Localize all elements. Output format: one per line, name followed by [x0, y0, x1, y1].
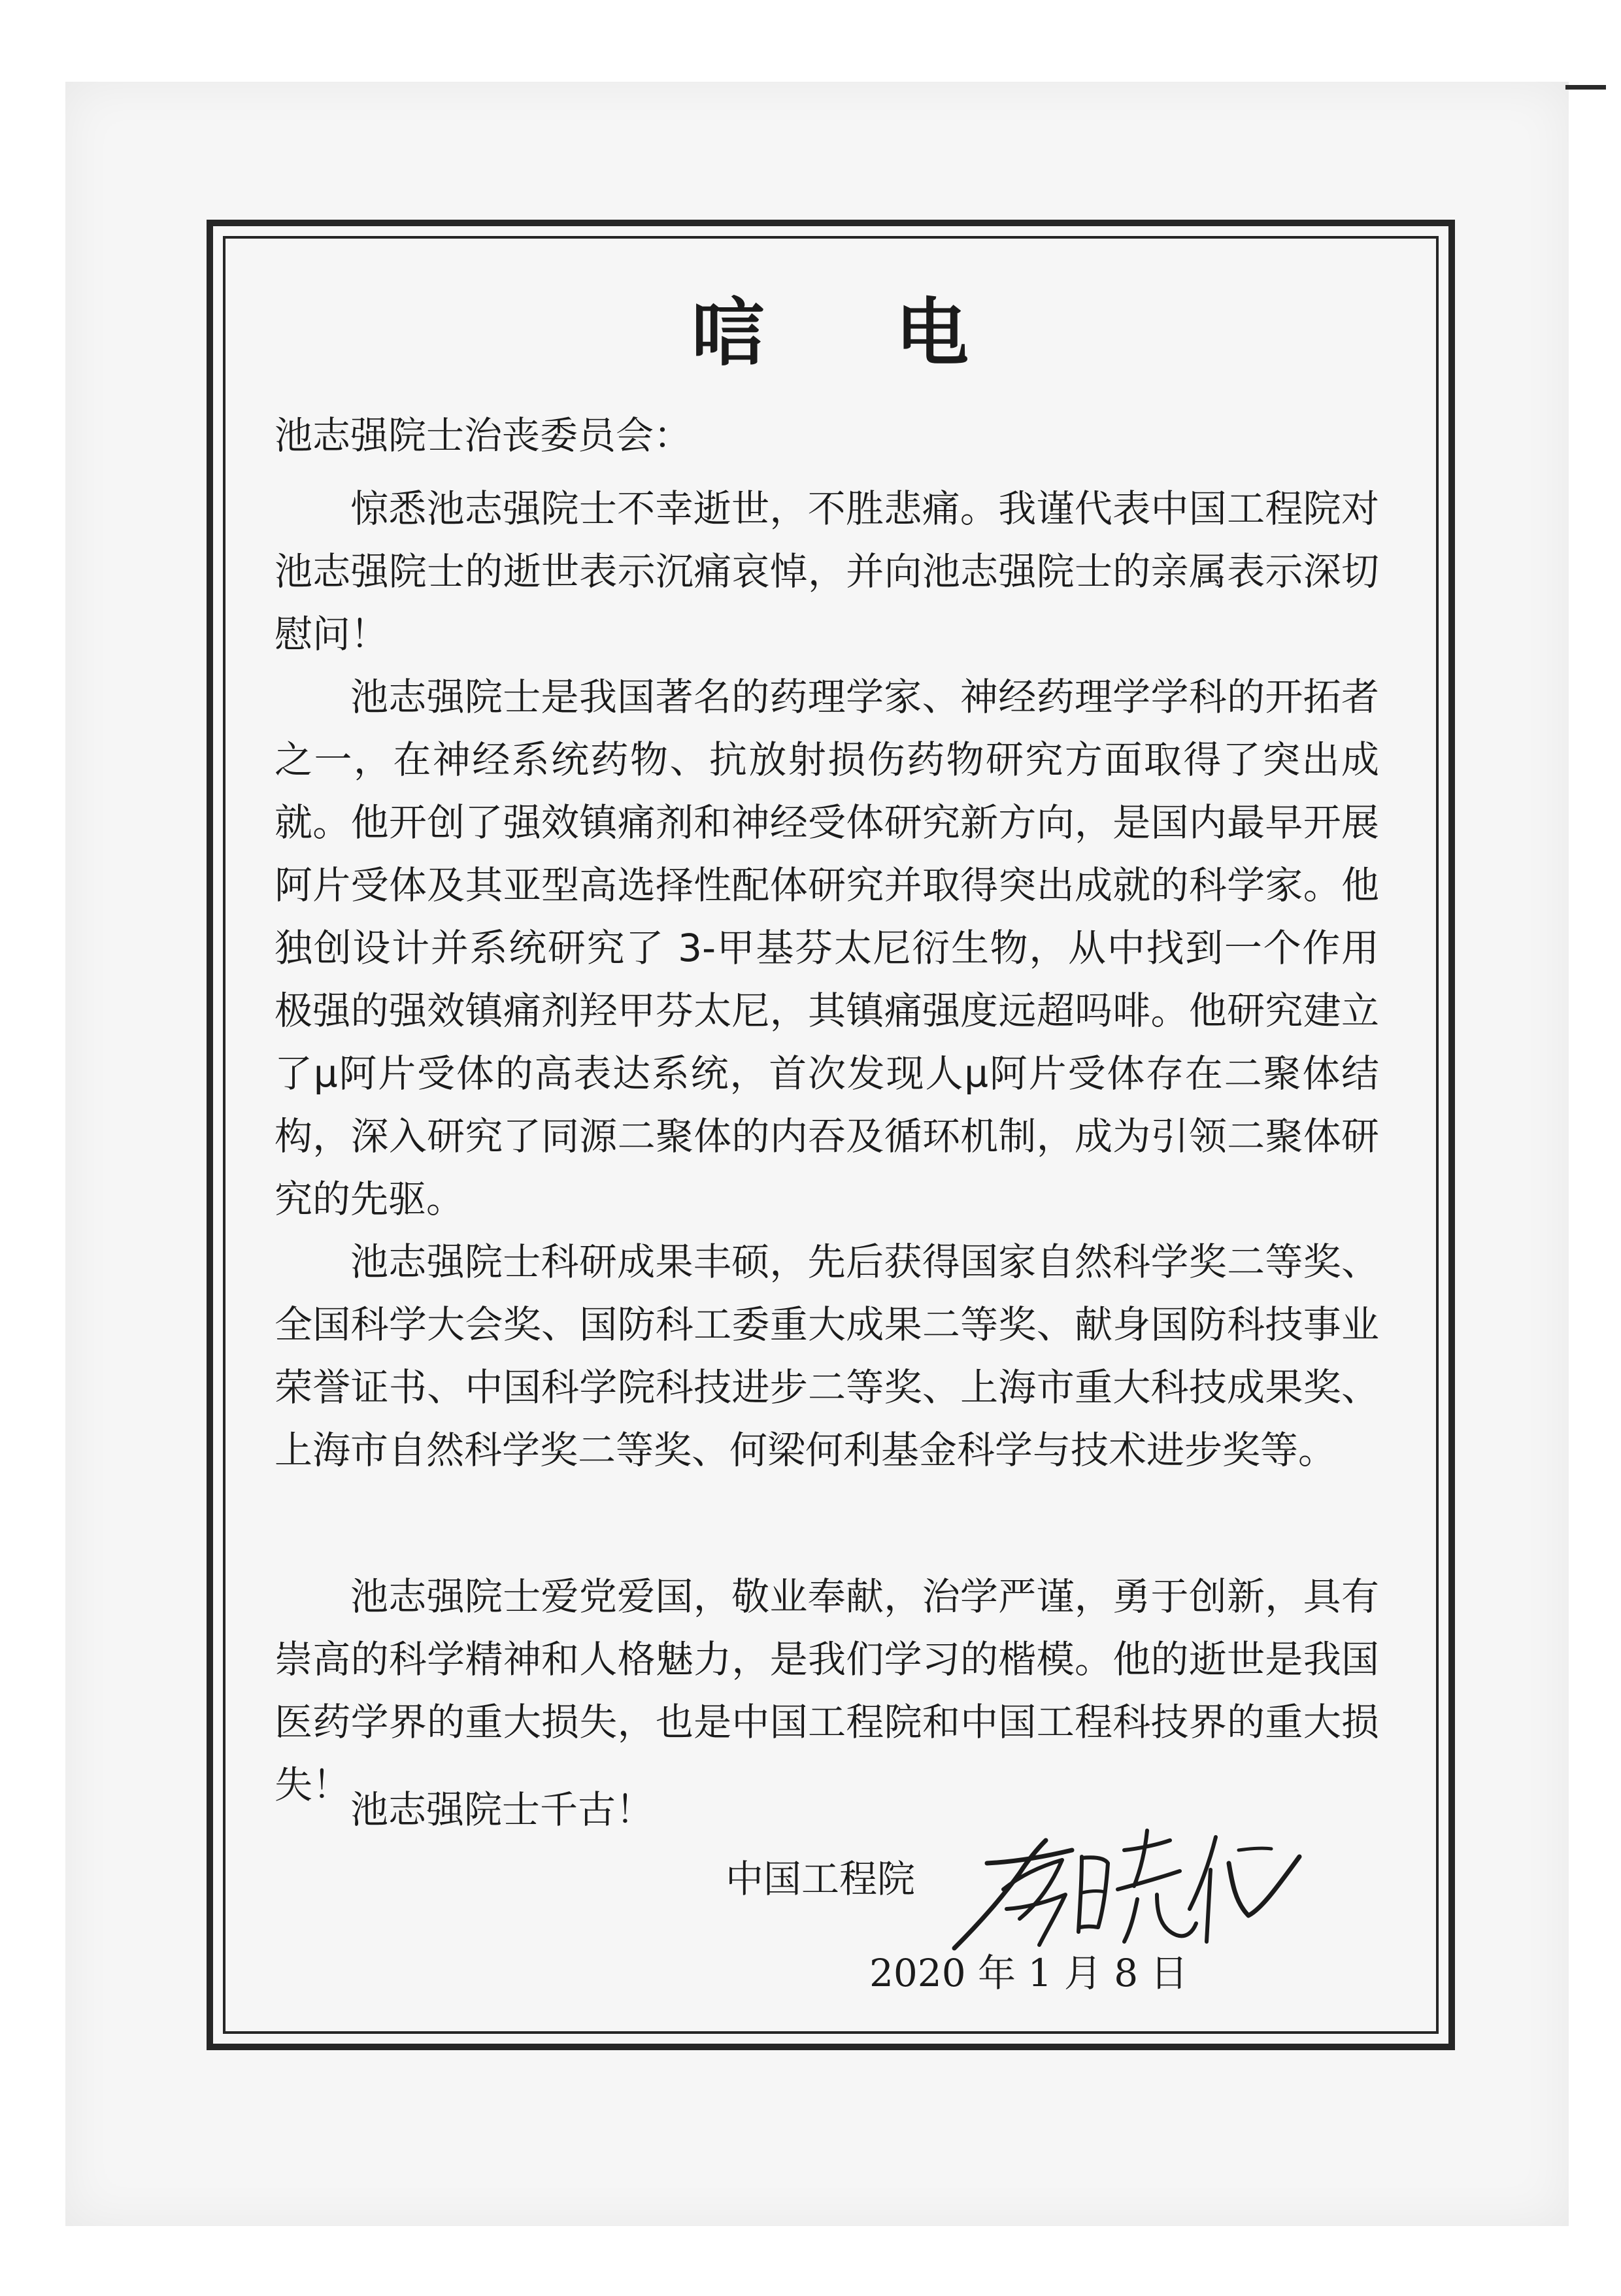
- sender-organization: 中国工程院: [726, 1857, 916, 1901]
- closing-line: 池志强院士千古！: [350, 1787, 654, 1832]
- handwritten-signature: [941, 1811, 1307, 1961]
- document-date: 2020 年 1 月 8 日: [869, 1951, 1188, 1995]
- scan-edge-mark: [1565, 85, 1606, 90]
- paragraph-achievements: 池志强院士是我国著名的药理学家、神经药理学学科的开拓者之一，在神经系统药物、抗放射损伤药物研究方面取得了突出成就。他开创了强效镇痛剂和神经受体研究新方向，是国内最早开展阿片受体及其亚型高选择性配体研究并取得突出成就的科学家。他独创设计并系统研究了 3-甲基芬太尼衍生物，从中找到一个作用极强的强效镇痛剂羟甲芬太尼，其镇痛强度远超吗啡。他研究建立了μ阿片受体的高表达系统，首次发现人μ阿片受体存在二聚体结构，深入研究了同源二聚体的内吞及循环机制，成为引领二聚体研究的先驱。: [275, 675, 1379, 1221]
- paragraph-tribute: 池志强院士爱党爱国，敬业奉献，治学严谨，勇于创新，具有崇高的科学精神和人格魅力，是我们学习的楷模。他的逝世是我国医药学界的重大损失，也是中国工程院和中国工程科技界的重大损失！: [275, 1574, 1379, 1807]
- paragraph-awards: 池志强院士科研成果丰硕，先后获得国家自然科学奖二等奖、全国科学大会奖、国防科工委重大成果二等奖、献身国防科技事业荣誉证书、中国科学院科技进步二等奖、上海市重大科技成果奖、上海市自然科学奖二等奖、何梁何利基金科学与技术进步奖等。: [275, 1240, 1379, 1472]
- paragraph-condolence: 惊悉池志强院士不幸逝世，不胜悲痛。我谨代表中国工程院对池志强院士的逝世表示沉痛哀悼，并向池志强院士的亲属表示深切慰问！: [275, 486, 1379, 656]
- document-title: 唁电: [692, 291, 1099, 376]
- salutation: 池志强院士治丧委员会：: [275, 413, 692, 458]
